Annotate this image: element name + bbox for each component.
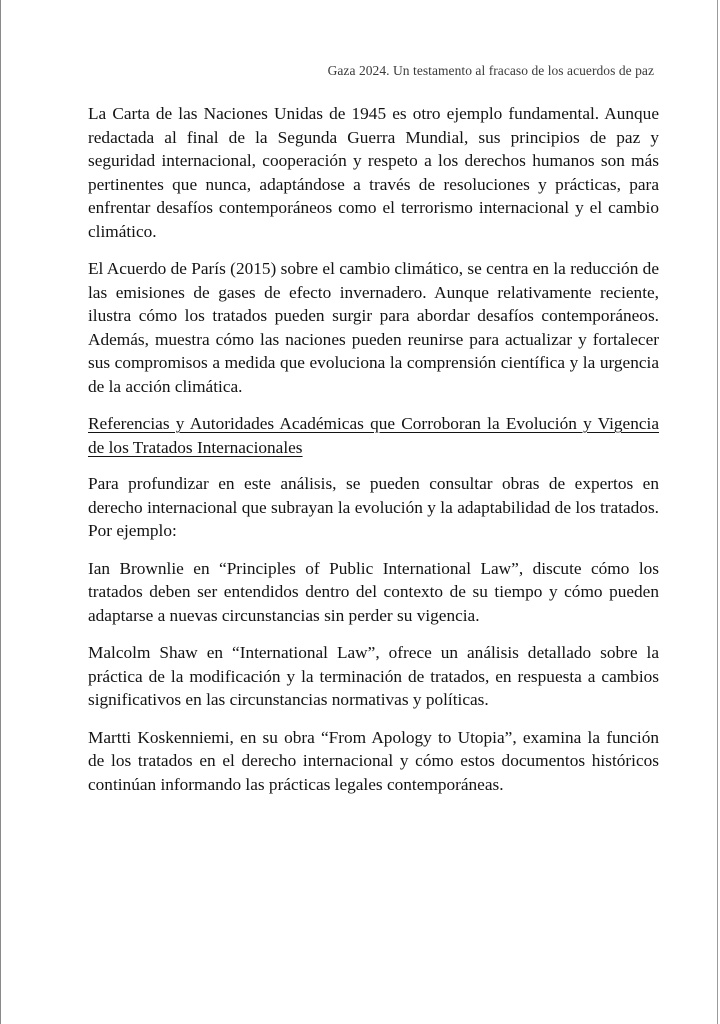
section-heading: Referencias y Autoridades Académicas que Corroboran la Evolución y Vigencia de los Tratados Internacionales xyxy=(88,414,659,457)
paragraph-shaw: Malcolm Shaw en “International Law”, ofrece un análisis detallado sobre la práctica de la modificación y la terminación de tratados, en respuesta a cambios significativos en las circunstancias normativas y políticas. xyxy=(88,643,659,709)
paragraph-un-charter: La Carta de las Naciones Unidas de 1945 es otro ejemplo fundamental. Aunque redactada al final de la Segunda Guerra Mundial, sus principios de paz y seguridad internacional, cooperación y respeto a los derechos humanos son más pertinentes que nunca, adaptándose a través de resoluciones y prácticas, para enfrentar desafíos contemporáneos como el terrorismo internacional y el cambio climático. xyxy=(88,104,659,241)
page-body xyxy=(88,102,659,810)
paragraph-brownlie: Ian Brownlie en “Principles of Public International Law”, discute cómo los tratados deben ser entendidos dentro del contexto de su tiempo y cómo pueden adaptarse a nuevas circunstancias sin perder su vigencia. xyxy=(88,558,659,625)
running-header: Gaza 2024. Un testamento al fracaso de los acuerdos de paz xyxy=(327,63,654,78)
paragraph-paris-agreement: El Acuerdo de París (2015) sobre el cambio climático, se centra en la reducción de las emisiones de gases de efecto invernadero. Aunque relativamente reciente, ilustra cómo los tratados pueden surgir para abordar desafíos contemporáneos. Además, muestra cómo las naciones pueden reunirse para actualizar y fortalecer sus compromisos a medida que evoluciona la comprensión científica y la urgencia de la acción climática. xyxy=(88,259,659,396)
paragraph-intro: Para profundizar en este análisis, se pueden consultar obras de expertos en derecho internacional que subrayan la evolución y la adaptabilidad de los tratados. Por ejemplo: xyxy=(88,474,659,540)
paragraph-koskenniemi: Martti Koskenniemi, en su obra “From Apology to Utopia”, examina la función de los tratados en el derecho internacional y cómo estos documentos históricos continúan informando las prácticas legales contemporáneas. xyxy=(88,727,659,794)
